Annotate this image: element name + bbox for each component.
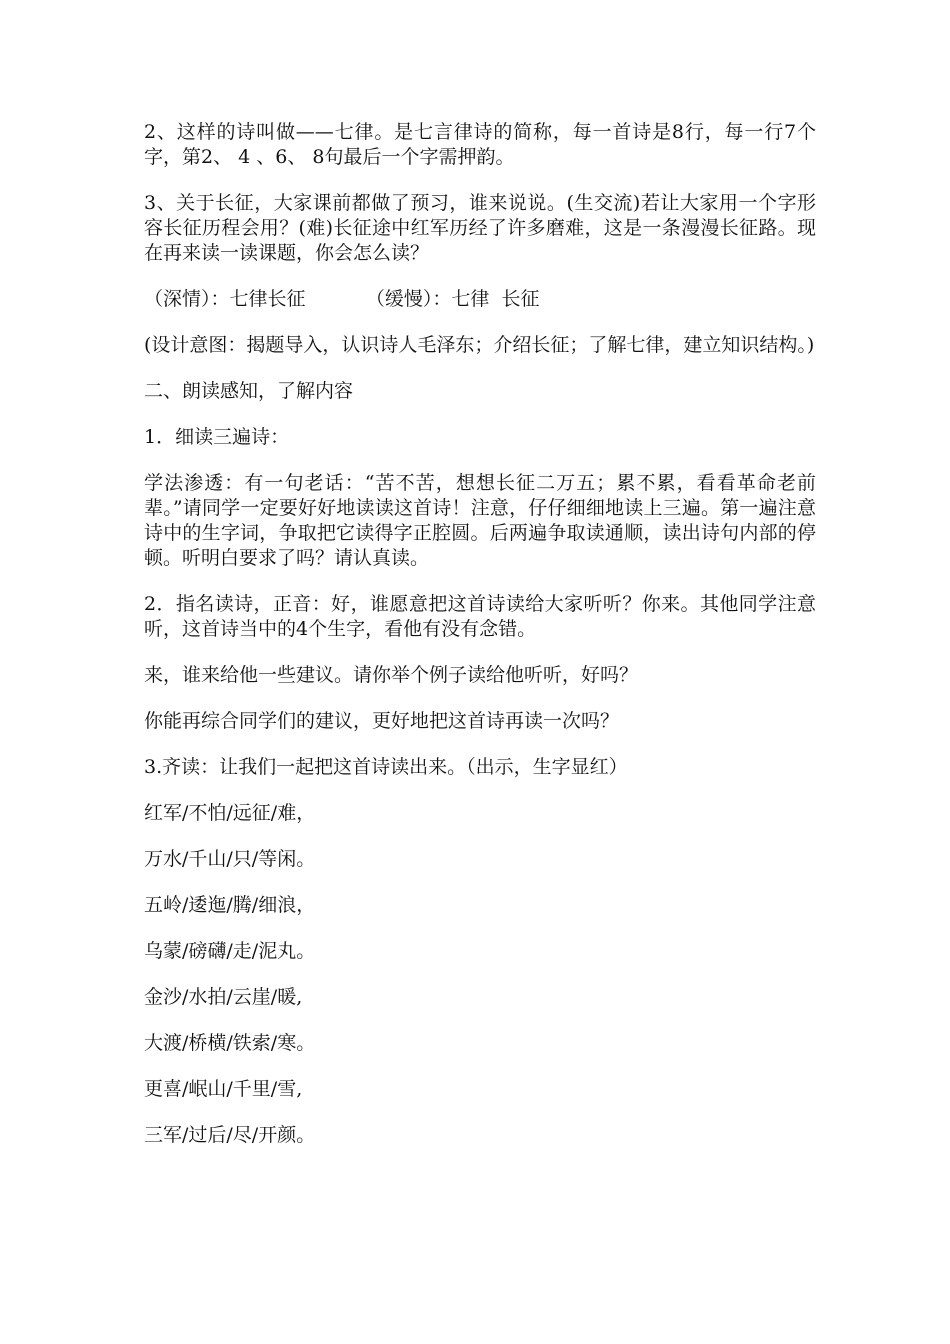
- poem-line-4: 乌蒙/磅礴/走/泥丸。: [144, 940, 316, 962]
- paragraph-reading-manner: （深情）：七律长征 （缓慢）：七律 长征: [144, 288, 540, 310]
- paragraph-suggestion: 来，谁来给他一些建议。请你举个例子读给他听听，好吗？: [144, 664, 639, 686]
- poem-line-7: 更喜/岷山/千里/雪,: [144, 1078, 303, 1100]
- section-heading-reading: 二、朗读感知，了解内容: [144, 380, 354, 402]
- poem-line-8: 三军/过后/尽/开颜。: [144, 1124, 316, 1146]
- paragraph-qilv-definition: 2、这样的诗叫做——七律。是七言律诗的简称，每一首诗是8行，每一行7个字，第2、 4 、6、 8句最后一个字需押韵。: [144, 121, 816, 168]
- paragraph-step-3: 3.齐读：让我们一起把这首诗读出来。（出示，生字显红）: [144, 756, 628, 778]
- paragraph-reread: 你能再综合同学们的建议，更好地把这首诗再读一次吗？: [144, 710, 620, 732]
- poem-line-6: 大渡/桥横/铁索/寒。: [144, 1032, 316, 1054]
- poem-line-2: 万水/千山/只/等闲。: [144, 848, 316, 870]
- paragraph-design-intent: (设计意图：揭题导入，认识诗人毛泽东；介绍长征；了解七律，建立知识结构。): [144, 334, 815, 356]
- poem-line-1: 红军/不怕/远征/难，: [144, 802, 316, 824]
- poem-line-3: 五岭/逶迤/腾/细浪，: [144, 894, 316, 916]
- paragraph-long-march-intro: 3、关于长征，大家课前都做了预习，谁来说说。(生交流)若让大家用一个字形容长征历程会用？(难)长征途中红军历经了许多磨难，这是一条漫漫长征路。现在再来读一读课题，你会怎么读？: [144, 192, 816, 264]
- poem-line-5: 金沙/水拍/云崖/暖,: [144, 986, 303, 1008]
- poem-block: [144, 801, 816, 1148]
- paragraph-step-2: 2．指名读诗，正音：好，谁愿意把这首诗读给大家听听？你来。其他同学注意听，这首诗当中的4个生字，看他有没有念错。: [144, 593, 816, 640]
- step-1-heading: 1．细读三遍诗：: [144, 426, 290, 448]
- paragraph-study-method: 学法渗透：有一句老话：“苦不苦，想想长征二万五；累不累，看看革命老前辈。”请同学一定要好好地读读这首诗！注意，仔仔细细地读上三遍。第一遍注意诗中的生字词，争取把它读得字正腔圆。后两遍争取读通顺，读出诗句内部的停顿。听明白要求了吗？请认真读。: [144, 472, 816, 569]
- document-page: [144, 120, 816, 1169]
